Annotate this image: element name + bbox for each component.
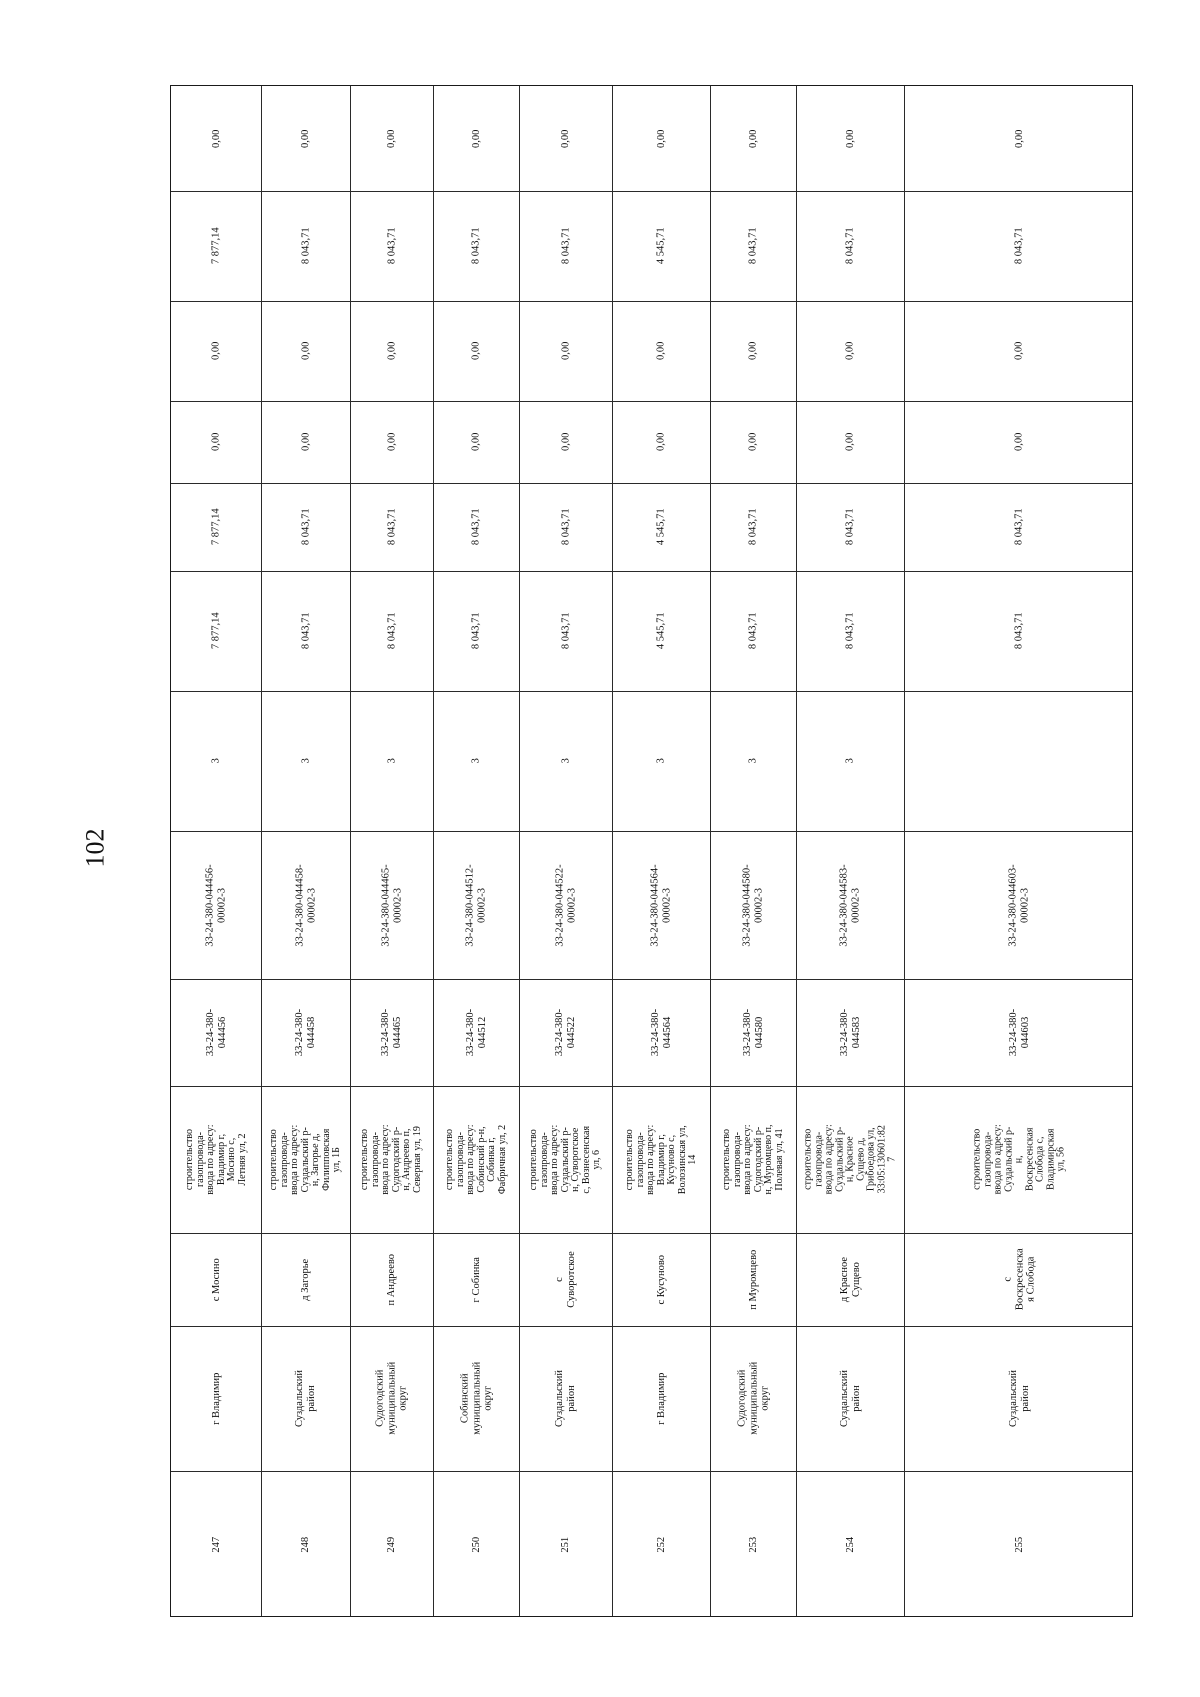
cell-cadastral-short-text: 33-24-380- 044458 (294, 1008, 317, 1057)
page-number (76, 826, 114, 870)
cell-cadastral-full-text: 33-24-380-044580- 00002-3 (741, 863, 764, 947)
cell-description-text: строительство газопровода- ввода по адресу: Владимир г, Кусуново с, Волозинская ул, 14 (623, 1124, 698, 1195)
cell-amount-1 (433, 571, 519, 691)
cell-amount-2-text: 8 043,71 (385, 508, 397, 546)
cell-number (904, 1471, 1134, 1618)
cell-number (519, 1471, 612, 1618)
cell-amount-4-text: 0,00 (747, 341, 759, 361)
cell-code (612, 691, 710, 831)
table-row (796, 86, 904, 1616)
cell-amount-6 (904, 86, 1134, 191)
cell-amount-3 (261, 401, 350, 483)
cell-code-text: 3 (559, 758, 571, 764)
cell-cadastral-short-text: 33-24-380- 044580 (741, 1008, 764, 1057)
cell-amount-4 (710, 301, 796, 401)
cell-cadastral-short-text: 33-24-380- 044583 (838, 1008, 861, 1057)
cell-number-text: 250 (470, 1536, 482, 1553)
cell-cadastral-short (710, 979, 796, 1086)
table-row (612, 86, 710, 1616)
cell-settlement-text: п Андреево (385, 1253, 397, 1306)
cell-amount-3 (519, 401, 612, 483)
cell-settlement (796, 1233, 904, 1326)
cell-number-text: 247 (210, 1536, 222, 1553)
cell-code-text: 3 (747, 758, 759, 764)
cell-amount-4-text: 0,00 (470, 341, 482, 361)
table-row (519, 86, 612, 1616)
cell-amount-5 (796, 191, 904, 301)
cell-cadastral-full-text: 33-24-380-044512- 00002-3 (464, 863, 487, 947)
cell-cadastral-short (796, 979, 904, 1086)
cell-amount-1-text: 8 043,71 (559, 612, 571, 650)
cell-description (171, 1086, 261, 1233)
cell-amount-2-text: 7 877,14 (210, 508, 222, 546)
cell-cadastral-short-text: 33-24-380- 044512 (464, 1008, 487, 1057)
cell-amount-1 (796, 571, 904, 691)
cell-amount-5 (519, 191, 612, 301)
cell-amount-2-text: 8 043,71 (844, 508, 856, 546)
cell-settlement-text: с Мосино (210, 1257, 222, 1302)
cell-amount-2-text: 4 545,71 (655, 508, 667, 546)
cell-description (904, 1086, 1134, 1233)
cell-description-text: строительство газопровода- ввода по адресу: Владимир г, Мосино с, Летняя ул, 2 (183, 1124, 247, 1195)
cell-amount-6 (710, 86, 796, 191)
cell-amount-1-text: 8 043,71 (844, 612, 856, 650)
table-row (350, 86, 433, 1616)
cell-amount-6 (171, 86, 261, 191)
cell-amount-6 (350, 86, 433, 191)
cell-description (710, 1086, 796, 1233)
cell-amount-2-text: 8 043,71 (1013, 508, 1025, 546)
cell-amount-6 (796, 86, 904, 191)
cell-number (350, 1471, 433, 1618)
cell-code (350, 691, 433, 831)
cell-cadastral-short-text: 33-24-380- 044465 (380, 1008, 403, 1057)
cell-amount-5-text: 8 043,71 (844, 227, 856, 265)
cell-code-text: 3 (210, 758, 222, 764)
cell-district-text: Суздальский район (1007, 1369, 1030, 1428)
cell-amount-2 (350, 483, 433, 571)
cell-amount-5-text: 8 043,71 (299, 227, 311, 265)
cell-amount-6-text: 0,00 (747, 129, 759, 148)
cell-description-text: строительство газопровода- ввода по адресу: Суздальский р- н, Суворотское с, Вознесенская ул, 6 (527, 1124, 602, 1195)
cell-amount-6-text: 0,00 (470, 129, 482, 148)
cell-code (796, 691, 904, 831)
cell-district (433, 1326, 519, 1471)
cell-code-text: 3 (470, 758, 482, 764)
cell-code-text: 3 (844, 758, 856, 764)
cell-amount-1 (519, 571, 612, 691)
cell-amount-5-text: 8 043,71 (559, 227, 571, 265)
cell-amount-1 (904, 571, 1134, 691)
cell-amount-1-text: 4 545,71 (655, 612, 667, 650)
cell-cadastral-short-text: 33-24-380- 044456 (204, 1008, 227, 1057)
cell-amount-2 (710, 483, 796, 571)
cell-amount-6 (519, 86, 612, 191)
cell-district-text: Суздальский район (838, 1369, 861, 1428)
cell-cadastral-short (433, 979, 519, 1086)
cell-settlement (612, 1233, 710, 1326)
page-number-text: 102 (80, 828, 109, 868)
cell-amount-2 (171, 483, 261, 571)
cell-amount-2 (612, 483, 710, 571)
cell-amount-5 (171, 191, 261, 301)
cell-cadastral-full (519, 831, 612, 979)
cell-cadastral-short-text: 33-24-380- 044522 (554, 1008, 577, 1057)
cell-settlement (519, 1233, 612, 1326)
cell-amount-3-text: 0,00 (747, 432, 759, 452)
cell-district-text: Суздальский район (554, 1369, 577, 1428)
cell-settlement-text: с Воскресенска я Слобода (1001, 1248, 1036, 1311)
cell-amount-3-text: 0,00 (655, 432, 667, 452)
cell-amount-3-text: 0,00 (299, 432, 311, 452)
cell-amount-3 (171, 401, 261, 483)
cell-settlement-text: п Муромцево (747, 1249, 759, 1310)
cell-description-text: строительство газопровода- ввода по адресу: Суздальский р- н, Воскресенская Слобода с, Владимирская ул, 56 (970, 1124, 1066, 1195)
cell-district-text: г Владимир (655, 1372, 667, 1425)
cell-amount-4-text: 0,00 (210, 341, 222, 361)
cell-settlement (261, 1233, 350, 1326)
cell-code (171, 691, 261, 831)
cell-cadastral-short-text: 33-24-380- 044564 (649, 1008, 672, 1057)
cell-amount-6-text: 0,00 (655, 129, 667, 148)
cell-cadastral-full-text: 33-24-380-044583- 00002-3 (838, 863, 861, 947)
cell-cadastral-full (433, 831, 519, 979)
cell-cadastral-full (261, 831, 350, 979)
cell-amount-3-text: 0,00 (1013, 432, 1025, 452)
cell-district-text: Судогодский муниципальный округ (374, 1361, 409, 1436)
cell-amount-5-text: 8 043,71 (470, 227, 482, 265)
cell-number-text: 248 (299, 1536, 311, 1553)
cell-cadastral-full (904, 831, 1134, 979)
cell-description (433, 1086, 519, 1233)
cell-amount-3-text: 0,00 (559, 432, 571, 452)
cell-amount-4 (904, 301, 1134, 401)
table-row (433, 86, 519, 1616)
cell-cadastral-full-text: 33-24-380-044522- 00002-3 (554, 863, 577, 947)
cell-cadastral-short (350, 979, 433, 1086)
cell-amount-5 (612, 191, 710, 301)
cell-district (710, 1326, 796, 1471)
cell-number (261, 1471, 350, 1618)
cell-amount-4-text: 0,00 (559, 341, 571, 361)
table-row (904, 86, 1134, 1616)
cell-code-text: 3 (299, 758, 311, 764)
cell-amount-1 (171, 571, 261, 691)
cell-amount-6 (433, 86, 519, 191)
cell-amount-2-text: 8 043,71 (470, 508, 482, 546)
cell-number-text: 251 (559, 1536, 571, 1553)
cell-amount-3 (710, 401, 796, 483)
cell-cadastral-full-text: 33-24-380-044564- 00002-3 (649, 863, 672, 947)
cell-settlement-text: д Загорье (299, 1258, 311, 1301)
cell-amount-1-text: 8 043,71 (1013, 612, 1025, 650)
cell-description (350, 1086, 433, 1233)
cell-amount-2 (796, 483, 904, 571)
cell-code-text: 3 (385, 758, 397, 764)
cell-cadastral-full (350, 831, 433, 979)
cell-amount-4 (261, 301, 350, 401)
cell-settlement (433, 1233, 519, 1326)
cell-amount-6-text: 0,00 (299, 129, 311, 148)
register-table (170, 85, 1133, 1617)
cell-amount-1-text: 7 877,14 (210, 612, 222, 650)
cell-amount-6-text: 0,00 (385, 129, 397, 148)
cell-amount-3 (350, 401, 433, 483)
cell-cadastral-full-text: 33-24-380-044458- 00002-3 (294, 863, 317, 947)
cell-district (904, 1326, 1134, 1471)
cell-amount-6-text: 0,00 (559, 129, 571, 148)
cell-district (612, 1326, 710, 1471)
cell-description-text: строительство газопровода- ввода по адресу: Судогодский р- н, Андреево п, Северная ул, 19 (359, 1124, 423, 1195)
cell-amount-2 (519, 483, 612, 571)
cell-cadastral-full (710, 831, 796, 979)
cell-settlement-text: с Кусуново (655, 1254, 667, 1305)
cell-amount-5 (904, 191, 1134, 301)
cell-amount-1-text: 8 043,71 (299, 612, 311, 650)
cell-cadastral-full (612, 831, 710, 979)
cell-description-text: строительство газопровода- ввода по адресу: Суздальский р- н, Красное Сущево д, Грибоедова ул, 33:05:130601:82 7 (801, 1124, 897, 1195)
cell-settlement-text: с Суворотское (554, 1251, 577, 1308)
cell-settlement-text: г Собинка (470, 1256, 482, 1303)
cell-amount-4-text: 0,00 (844, 341, 856, 361)
cell-code (519, 691, 612, 831)
cell-cadastral-short (612, 979, 710, 1086)
cell-amount-5-text: 8 043,71 (1013, 227, 1025, 265)
cell-number-text: 255 (1013, 1536, 1025, 1553)
cell-amount-3-text: 0,00 (470, 432, 482, 452)
cell-code (710, 691, 796, 831)
cell-cadastral-short (904, 979, 1134, 1086)
cell-amount-4 (612, 301, 710, 401)
cell-amount-4 (433, 301, 519, 401)
cell-description (261, 1086, 350, 1233)
table-row (171, 86, 261, 1616)
cell-amount-5-text: 8 043,71 (747, 227, 759, 265)
table-row (261, 86, 350, 1616)
cell-number (796, 1471, 904, 1618)
cell-description-text: строительство газопровода- ввода по адресу: Суздальский р- н, Загорье д, Филипповская ул, 1Б (267, 1124, 342, 1195)
cell-district (261, 1326, 350, 1471)
cell-district-text: Суздальский район (294, 1369, 317, 1428)
cell-amount-3-text: 0,00 (844, 432, 856, 452)
cell-amount-6 (261, 86, 350, 191)
cell-amount-2 (261, 483, 350, 571)
table-row (710, 86, 796, 1616)
cell-amount-5 (261, 191, 350, 301)
cell-amount-3 (796, 401, 904, 483)
cell-cadastral-full-text: 33-24-380-044603- 00002-3 (1007, 863, 1030, 947)
cell-cadastral-full-text: 33-24-380-044456- 00002-3 (204, 863, 227, 947)
cell-amount-1 (350, 571, 433, 691)
cell-amount-6-text: 0,00 (210, 129, 222, 148)
cell-district (171, 1326, 261, 1471)
cell-amount-3 (904, 401, 1134, 483)
cell-number (612, 1471, 710, 1618)
cell-amount-2-text: 8 043,71 (747, 508, 759, 546)
cell-description-text: строительство газопровода- ввода по адресу: Судогодский р- н, Муромцево п, Полевая ул, 41 (720, 1124, 784, 1195)
cell-cadastral-short (261, 979, 350, 1086)
cell-amount-2 (904, 483, 1134, 571)
cell-amount-4 (350, 301, 433, 401)
cell-cadastral-full (171, 831, 261, 979)
cell-cadastral-full (796, 831, 904, 979)
cell-district (350, 1326, 433, 1471)
cell-amount-4-text: 0,00 (385, 341, 397, 361)
cell-amount-4-text: 0,00 (1013, 341, 1025, 361)
cell-amount-4 (519, 301, 612, 401)
cell-amount-5-text: 4 545,71 (655, 227, 667, 265)
cell-district-text: Судогодский муниципальный округ (735, 1361, 770, 1436)
cell-amount-2 (433, 483, 519, 571)
cell-district-text: г Владимир (210, 1372, 222, 1425)
cell-amount-2-text: 8 043,71 (299, 508, 311, 546)
cell-number (433, 1471, 519, 1618)
cell-number (710, 1471, 796, 1618)
cell-amount-3 (433, 401, 519, 483)
cell-number-text: 253 (747, 1536, 759, 1553)
cell-amount-5-text: 7 877,14 (210, 227, 222, 265)
cell-amount-4 (171, 301, 261, 401)
cell-code (433, 691, 519, 831)
cell-amount-3 (612, 401, 710, 483)
cell-cadastral-full-text: 33-24-380-044465- 00002-3 (380, 863, 403, 947)
cell-number (171, 1471, 261, 1618)
cell-district-text: Собинский муниципальный округ (458, 1361, 493, 1436)
cell-amount-5 (350, 191, 433, 301)
cell-district (519, 1326, 612, 1471)
cell-description (612, 1086, 710, 1233)
cell-amount-5 (433, 191, 519, 301)
cell-amount-1 (710, 571, 796, 691)
cell-settlement (904, 1233, 1134, 1326)
cell-cadastral-short-text: 33-24-380- 044603 (1007, 1008, 1030, 1057)
cell-amount-3-text: 0,00 (210, 432, 222, 452)
cell-amount-5 (710, 191, 796, 301)
cell-amount-6 (612, 86, 710, 191)
cell-amount-6-text: 0,00 (844, 129, 856, 148)
cell-amount-5-text: 8 043,71 (385, 227, 397, 265)
cell-code (904, 691, 1134, 831)
cell-amount-4-text: 0,00 (299, 341, 311, 361)
cell-settlement (171, 1233, 261, 1326)
cell-amount-1 (612, 571, 710, 691)
cell-district (796, 1326, 904, 1471)
cell-number-text: 254 (844, 1536, 856, 1553)
cell-cadastral-short (519, 979, 612, 1086)
cell-amount-1 (261, 571, 350, 691)
cell-amount-1-text: 8 043,71 (385, 612, 397, 650)
cell-description (796, 1086, 904, 1233)
cell-amount-1-text: 8 043,71 (470, 612, 482, 650)
cell-description-text: строительство газопровода- ввода по адресу: Собинский р-н, Собинка г, Фабричная ул, 2 (443, 1124, 507, 1195)
cell-code (261, 691, 350, 831)
cell-amount-2-text: 8 043,71 (559, 508, 571, 546)
cell-number-text: 252 (655, 1536, 667, 1553)
cell-cadastral-short (171, 979, 261, 1086)
cell-amount-3-text: 0,00 (385, 432, 397, 452)
cell-amount-4-text: 0,00 (655, 341, 667, 361)
cell-description (519, 1086, 612, 1233)
cell-amount-1-text: 8 043,71 (747, 612, 759, 650)
cell-amount-6-text: 0,00 (1013, 129, 1025, 148)
cell-settlement (710, 1233, 796, 1326)
cell-settlement-text: д Красное Сущево (838, 1256, 861, 1303)
cell-code-text: 3 (655, 758, 667, 764)
cell-number-text: 249 (385, 1536, 397, 1553)
cell-settlement (350, 1233, 433, 1326)
cell-amount-4 (796, 301, 904, 401)
